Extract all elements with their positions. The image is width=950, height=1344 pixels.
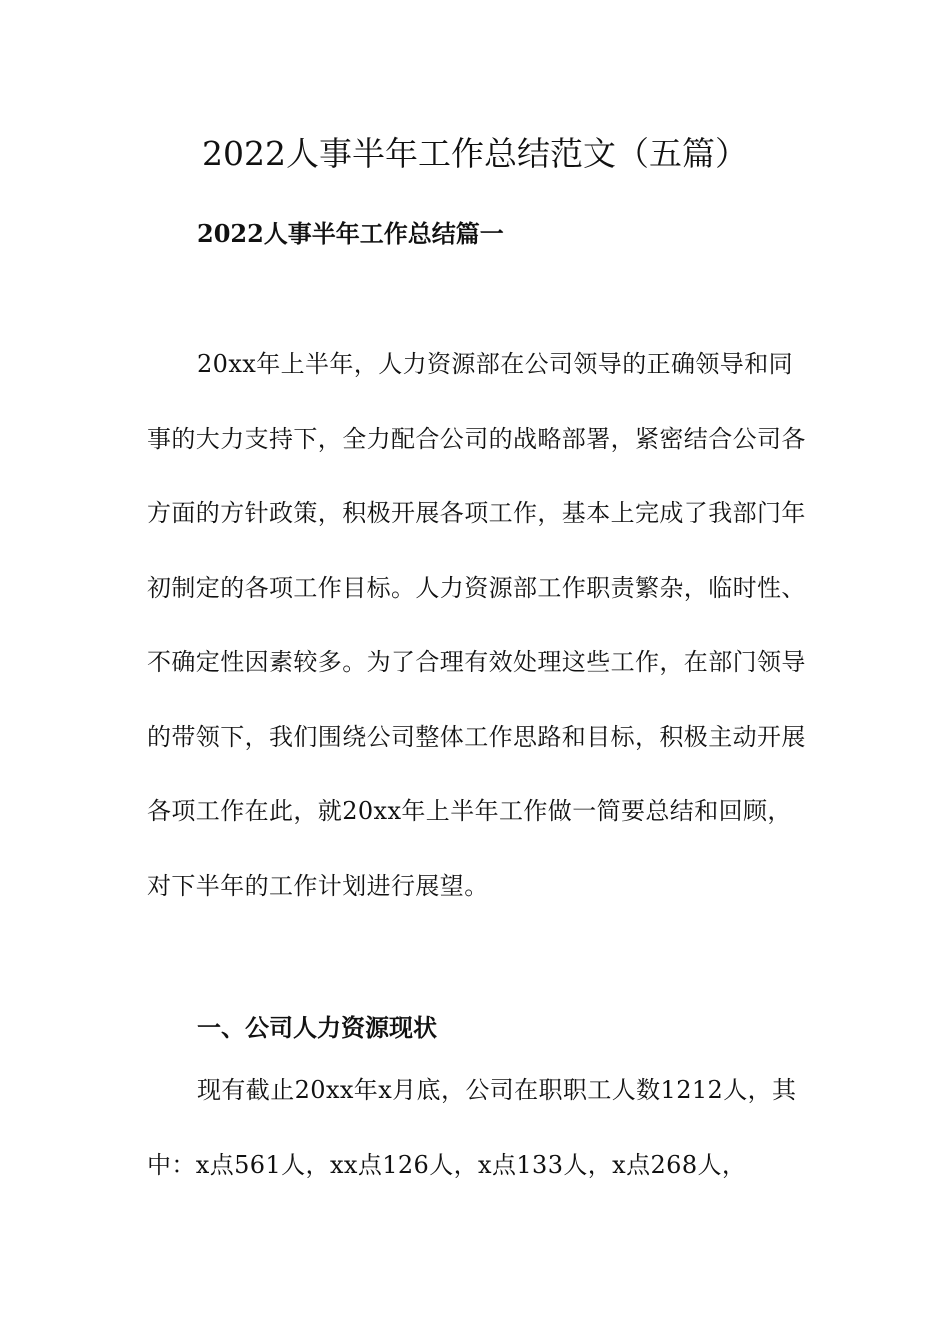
body-paragraph-2: 现有截止20xx年x月底，公司在职职工人数1212人，其中：x点561人，xx点126人，x点133人，x点268人， (147, 1076, 797, 1179)
body-paragraph-1: 20xx年上半年，人力资源部在公司领导的正确领导和同事的大力支持下，全力配合公司的战略部署，紧密结合公司各方面的方针政策，积极开展各项工作，基本上完成了我部门年初制定的各项工作目标。人力资源部工作职责繁杂，临时性、不确定性因素较多。为了合理有效处理这些工作，在部门领导的带领下，我们围绕公司整体工作思路和目标，积极主动开展各项工作在此，就20xx年上半年工作做一简要总结和回顾，对下半年的工作计划进行展望。 (147, 350, 806, 900)
document-title: 2022人事半年工作总结范文（五篇） (202, 134, 748, 173)
sub-heading-hr-status: 一、公司人力资源现状 (197, 1013, 437, 1042)
section-heading: 2022人事半年工作总结篇一 (197, 219, 504, 248)
